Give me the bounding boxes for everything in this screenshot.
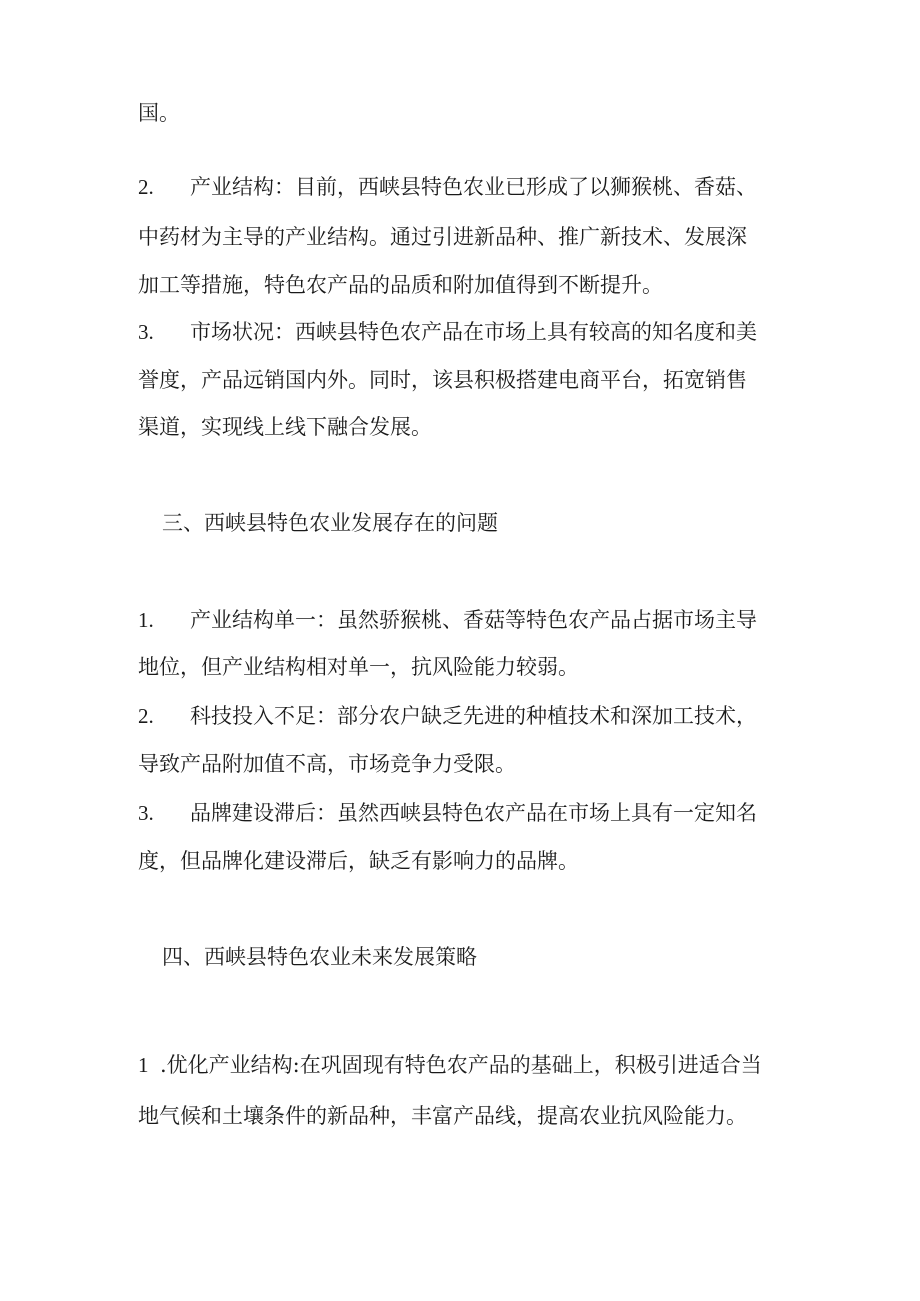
list-item-number: 2.: [138, 175, 154, 199]
list-item-line: 加工等措施，特色农产品的品质和附加值得到不断提升。: [138, 273, 663, 297]
list-item-line: 度，但品牌化建设滞后，缺乏有影响力的品牌。: [138, 849, 579, 873]
section-heading: 三、西峡县特色农业发展存在的问题: [162, 511, 498, 535]
list-item-number: 1: [138, 1053, 149, 1077]
list-item-number: 3.: [138, 320, 154, 344]
list-item-line: 品牌建设滞后：虽然西峡县特色农产品在市场上具有一定知名: [190, 801, 757, 825]
list-item-line: 地位，但产业结构相对单一，抗风险能力较弱。: [138, 655, 579, 679]
paragraph-tail: 国。: [138, 101, 180, 125]
list-item-line: 导致产品附加值不高，市场竞争力受限。: [138, 752, 516, 776]
list-item-line: 渠道，实现线上线下融合发展。: [138, 415, 432, 439]
list-item-line: 中药材为主导的产业结构。通过引进新品种、推广新技术、发展深: [138, 225, 747, 249]
list-item-line: 产业结构：目前，西峡县特色农业已形成了以狮猴桃、香菇、: [190, 175, 757, 199]
list-item-number: 3.: [138, 801, 154, 825]
list-item-line: 誉度，产品远销国内外。同时，该县积极搭建电商平台，拓宽销售: [138, 368, 747, 392]
list-item-line: 科技投入不足：部分农户缺乏先进的种植技术和深加工技术，: [190, 704, 757, 728]
list-item-line: .优化产业结构:在巩固现有特色农产品的基础上，积极引进适合当: [160, 1053, 762, 1077]
list-item-number: 1.: [138, 608, 154, 632]
section-heading: 四、西峡县特色农业未来发展策略: [162, 945, 477, 969]
list-item-line: 产业结构单一：虽然骄猴桃、香菇等特色农产品占据市场主导: [190, 608, 757, 632]
list-item-line: 地气候和土壤条件的新品种，丰富产品线，提高农业抗风险能力。: [138, 1104, 747, 1128]
list-item-number: 2.: [138, 704, 154, 728]
list-item-line: 市场状况：西峡县特色农产品在市场上具有较高的知名度和美: [190, 320, 757, 344]
